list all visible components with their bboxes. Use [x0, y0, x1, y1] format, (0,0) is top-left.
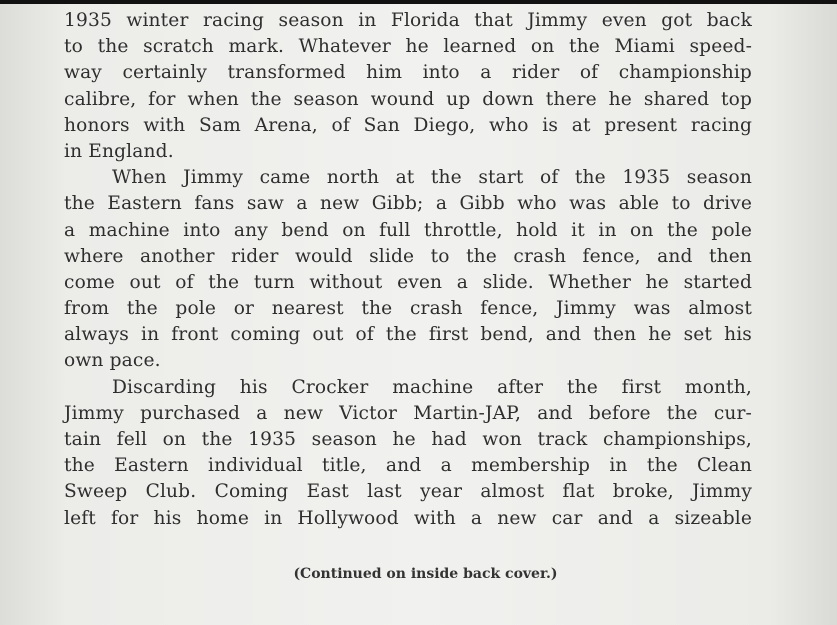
text-line: Jimmy purchased a new Victor Martin-JAP, and before the cur-: [64, 402, 752, 424]
text-line: honors with Sam Arena, of San Diego, who is at present racing: [64, 114, 752, 136]
text-line: come out of the turn without even a slide. Whether he started: [64, 271, 752, 293]
text-line: left for his home in Hollywood with a new car and a sizeable: [64, 507, 752, 529]
text-line: tain fell on the 1935 season he had won track championships,: [64, 429, 752, 450]
text-line: 1935 winter racing season in Florida that Jimmy even got back: [64, 10, 752, 31]
continued-note: (Continued on inside back cover.): [293, 566, 558, 582]
article-text: [64, 8, 752, 532]
top-border: [0, 0, 837, 4]
text-line: the Eastern fans saw a new Gibb; a Gibb who was able to drive: [64, 193, 752, 215]
text-line: Sweep Club. Coming East last year almost flat broke, Jimmy: [64, 481, 752, 503]
text-line: When Jimmy came north at the start of the 1935 season: [112, 167, 752, 189]
text-line: from the pole or nearest the crash fence, Jimmy was almost: [64, 298, 752, 320]
text-line: always in front coming out of the first bend, and then he set his: [64, 324, 752, 346]
text-line: own pace.: [64, 350, 161, 372]
text-line: to the scratch mark. Whatever he learned on the Miami speed-: [64, 36, 752, 58]
text-line: a machine into any bend on full throttle, hold it in on the pole: [64, 219, 752, 241]
text-line: where another rider would slide to the crash fence, and then: [64, 245, 752, 267]
text-line: way certainly transformed him into a rider of championship: [64, 62, 752, 84]
text-line: calibre, for when the season wound up down there he shared top: [64, 88, 752, 110]
text-line: in England.: [64, 140, 174, 162]
text-line: the Eastern individual title, and a membership in the Clean: [64, 455, 752, 477]
text-line: Discarding his Crocker machine after the first month,: [112, 376, 752, 398]
